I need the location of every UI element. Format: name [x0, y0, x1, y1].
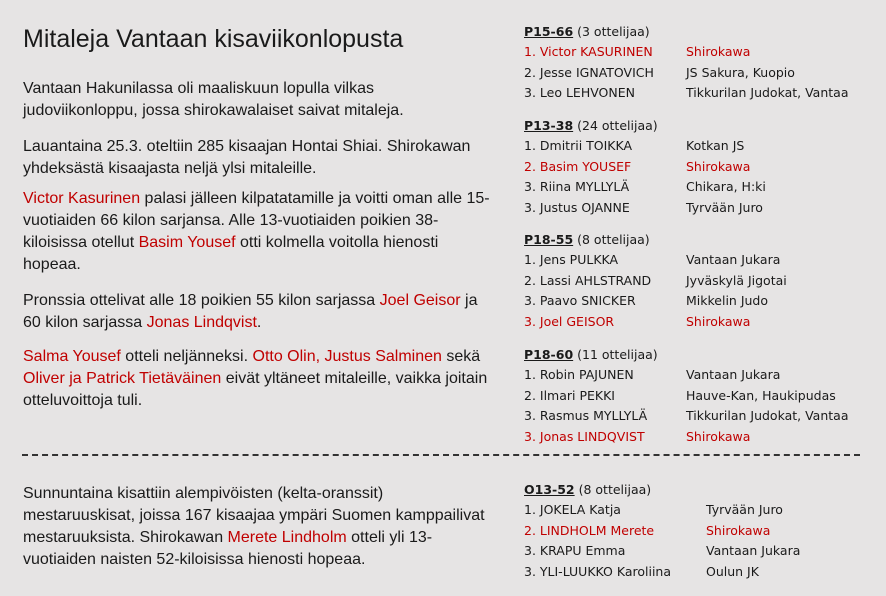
category-label: P18-60 — [524, 347, 574, 362]
athlete-name: Jonas Lindqvist — [146, 314, 257, 331]
club-name: Hauve-Kan, Haukipudas — [686, 387, 836, 403]
paragraph-text: otteli yli 13-vuotiaiden naisten 52-kiloisissa hienosti hopeaa. — [23, 529, 433, 568]
result-row — [524, 83, 848, 104]
athlete-name: 2. Basim YOUSEF — [524, 158, 632, 174]
club-name: Shirokawa — [686, 313, 751, 329]
paragraph-text: sekä — [441, 348, 481, 365]
athlete-name: Basim Yousef — [138, 234, 236, 251]
club-name: Tikkurilan Judokat, Vantaa — [686, 85, 849, 100]
paragraph-text: eivät yltäneet mitaleille, vaikka joitain otteluvoittoja tuli. — [23, 370, 488, 409]
participant-count: (3 ottelijaa) — [577, 24, 650, 39]
athlete-name: 1. Jens PULKKA — [524, 252, 619, 267]
athlete-name: 3. Riina MYLLYLÄ — [524, 179, 630, 194]
result-row — [524, 500, 800, 521]
athlete-name: Oliver ja Patrick Tietäväinen — [23, 370, 222, 387]
club-name: Mikkelin Judo — [686, 293, 769, 308]
result-row — [524, 427, 848, 448]
club-name: Tyrvään Juro — [706, 502, 783, 517]
athlete-name: 3. Paavo SNICKER — [524, 293, 636, 308]
paragraph-text: Sunnuntaina kisattiin alempivöisten (kelta-oranssit) mestaruuskisat, joissa 167 kisaajaa ympäri Suomen kamppailivat mestaruuksista. Shirokawan — [23, 485, 485, 546]
result-row — [524, 406, 848, 427]
result-row — [524, 157, 766, 178]
intro-paragraph: Vantaan Hakunilassa oli maaliskuun lopulla vilkas judoviikonloppu, jossa shirokawalaiset saivat mitaleja. — [23, 80, 404, 119]
result-row — [524, 271, 787, 292]
kasurinen-yousef-paragraph — [23, 188, 493, 276]
club-name: Jyväskylä Jigotai — [686, 272, 787, 288]
athlete-name: 2. Ilmari PEKKI — [524, 387, 615, 403]
club-name: Oulun JK — [706, 563, 759, 579]
paragraph-text: Pronssia ottelivat alle 18 poikien 55 kilon sarjassa — [23, 292, 380, 309]
club-name: Shirokawa — [686, 44, 751, 59]
result-row — [524, 177, 766, 198]
paragraph-text: palasi jälleen kilpatatamille ja voitti oman alle 15-vuotiaiden 66 kilon sarjansa. Alle 13-vuotiaiden poikien 38-kiloisissa otellut — [23, 190, 490, 251]
category-header — [524, 480, 800, 500]
result-row — [524, 541, 800, 562]
athlete-name: 2. Jesse IGNATOVICH — [524, 64, 654, 80]
result-row — [524, 521, 800, 542]
athlete-name: 3. Rasmus MYLLYLÄ — [524, 408, 648, 423]
paragraph-text: . — [256, 314, 262, 331]
athlete-name: 3. YLI-LUUKKO Karoliina — [524, 563, 672, 579]
athlete-name: Joel Geisor — [379, 292, 461, 309]
club-name: Tyrvään Juro — [686, 199, 763, 215]
club-name: Vantaan Jukara — [686, 367, 781, 382]
category-header — [524, 230, 787, 250]
athlete-name: 3. Joel GEISOR — [524, 313, 615, 329]
category-label: P18-55 — [524, 232, 574, 247]
participant-count: (8 ottelijaa) — [578, 482, 652, 497]
paragraph-text: ja 60 kilon sarjassa — [23, 292, 478, 331]
result-row — [524, 386, 848, 407]
club-name: Vantaan Jukara — [686, 252, 781, 267]
club-name: Kotkan JS — [686, 138, 745, 153]
athlete-name: 3. Leo LEHVONEN — [524, 85, 635, 100]
athlete-name: 3. Jonas LINDQVIST — [524, 428, 645, 444]
category-label: O13-52 — [524, 482, 575, 497]
other-athletes-paragraph — [23, 346, 493, 412]
club-name: Shirokawa — [686, 158, 751, 174]
result-row — [524, 42, 848, 63]
athlete-name: 1. JOKELA Katja — [524, 502, 621, 517]
result-row — [524, 562, 800, 583]
result-row — [524, 312, 787, 333]
athlete-name: Merete Lindholm — [227, 529, 347, 546]
section-divider — [22, 454, 860, 456]
sunday-paragraph — [23, 483, 493, 571]
category-header — [524, 345, 848, 365]
athlete-name: 1. Victor KASURINEN — [524, 44, 653, 59]
results-group-p18-55 — [524, 230, 787, 332]
club-name: Vantaan Jukara — [706, 543, 801, 558]
paragraph-text: otti kolmella voitolla hienosti hopeaa. — [23, 234, 439, 273]
athlete-name: Victor Kasurinen — [23, 190, 141, 207]
results-group-p15-66 — [524, 22, 848, 104]
athlete-name: 1. Dmitrii TOIKKA — [524, 138, 633, 153]
participant-count: (24 ottelijaa) — [577, 118, 658, 133]
athlete-name: Salma Yousef — [23, 348, 121, 365]
category-label: P13-38 — [524, 118, 574, 133]
category-header — [524, 116, 766, 136]
results-group-o13-52 — [524, 480, 800, 582]
club-name: Chikara, H:ki — [686, 179, 766, 194]
athlete-name: 2. Lassi AHLSTRAND — [524, 272, 652, 288]
category-label: P15-66 — [524, 24, 574, 39]
result-row — [524, 63, 848, 84]
page-title: Mitaleja Vantaan kisaviikonlopusta — [23, 25, 404, 53]
category-header — [524, 22, 848, 42]
result-row — [524, 250, 787, 271]
result-row — [524, 291, 787, 312]
club-name: JS Sakura, Kuopio — [686, 64, 795, 80]
athlete-name: Otto Olin, Justus Salminen — [252, 348, 442, 365]
athlete-name: 1. Robin PAJUNEN — [524, 367, 634, 382]
saturday-paragraph: Lauantaina 25.3. oteltiin 285 kisaajan Hontai Shiai. Shirokawan yhdeksästä kisaajasta neljä ylsi mitaleille. — [23, 138, 471, 177]
participant-count: (11 ottelijaa) — [577, 347, 658, 362]
result-row — [524, 365, 848, 386]
participant-count: (8 ottelijaa) — [577, 232, 650, 247]
bronze-paragraph — [23, 290, 493, 334]
athlete-name: 3. KRAPU Emma — [524, 543, 626, 558]
club-name: Shirokawa — [706, 522, 771, 538]
athlete-name: 2. LINDHOLM Merete — [524, 522, 655, 538]
result-row — [524, 136, 766, 157]
results-group-p18-60 — [524, 345, 848, 447]
result-row — [524, 198, 766, 219]
athlete-name: 3. Justus OJANNE — [524, 199, 630, 215]
club-name: Shirokawa — [686, 428, 751, 444]
paragraph-text: otteli neljänneksi. — [120, 348, 253, 365]
club-name: Tikkurilan Judokat, Vantaa — [686, 408, 849, 423]
results-group-p13-38 — [524, 116, 766, 218]
